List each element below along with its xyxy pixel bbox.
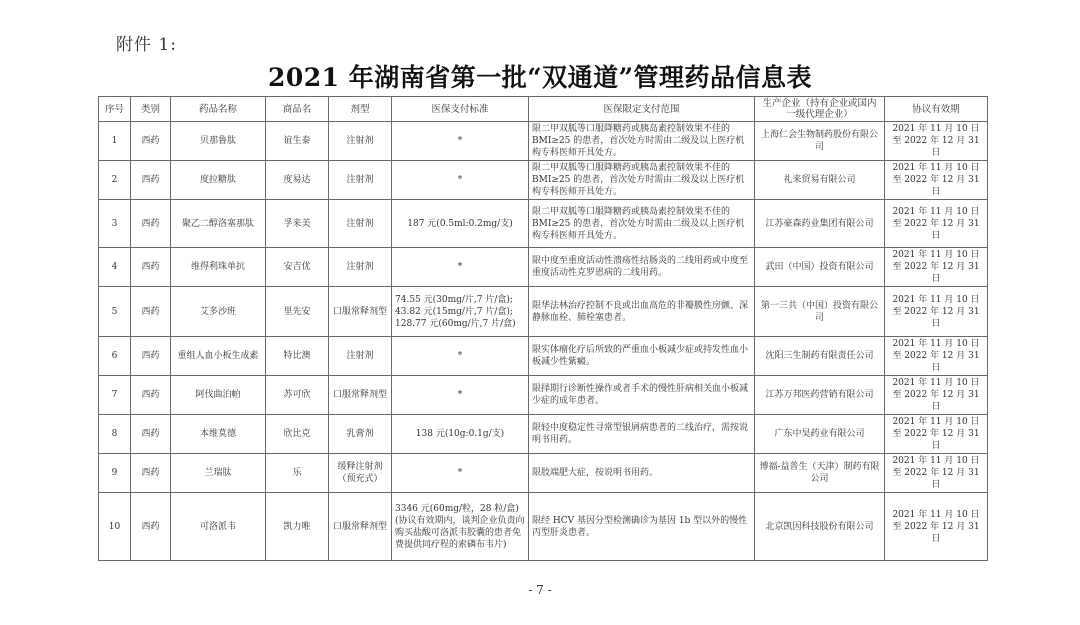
cell-validity: 2021 年 11 月 10 日至 2022 年 12 月 31 日 <box>885 376 988 415</box>
table-row <box>99 454 988 493</box>
cell-category: 西药 <box>131 376 171 415</box>
cell-category: 西药 <box>131 287 171 337</box>
cell-drug-name: 可洛派韦 <box>171 493 266 561</box>
cell-no: 3 <box>99 200 131 248</box>
cell-price: * <box>392 376 529 415</box>
cell-dosage-form: 注射剂 <box>329 200 392 248</box>
cell-drug-name: 本维莫德 <box>171 415 266 454</box>
cell-price: 3346 元(60mg/粒，28 粒/盒)(协议有效期内，谈判企业负责向购买盐酸可洛派韦胶囊的患者免费提供同疗程的索磷布韦片) <box>392 493 529 561</box>
table-row <box>99 493 988 561</box>
cell-brand-name: 凯力唯 <box>266 493 329 561</box>
cell-drug-name: 聚乙二醇洛塞那肽 <box>171 200 266 248</box>
cell-payment-scope: 限二甲双胍等口服降糖药或胰岛素控制效果不佳的 BMI≥25 的患者，首次处方时需由二级及以上医疗机构专科医师开具处方。 <box>529 161 755 200</box>
header-company: 生产企业（持有企业或国内一级代理企业） <box>755 97 885 122</box>
cell-brand-name: 度易达 <box>266 161 329 200</box>
cell-payment-scope: 限肢端肥大症，按说明书用药。 <box>529 454 755 493</box>
table-row <box>99 376 988 415</box>
table-row <box>99 287 988 337</box>
cell-payment-scope: 限择期行诊断性操作或者手术的慢性肝病相关血小板减少症的成年患者。 <box>529 376 755 415</box>
cell-category: 西药 <box>131 493 171 561</box>
cell-payment-scope: 限实体瘤化疗后所致的严重血小板减少症或持发性血小板减少性紫癜。 <box>529 337 755 376</box>
cell-price: * <box>392 248 529 287</box>
page-number: - 7 - <box>528 583 552 597</box>
cell-no: 4 <box>99 248 131 287</box>
cell-price: 74.55 元(30mg/片,7 片/盒); 43.82 元(15mg/片,7 片/盒); 128.77 元(60mg/片,7 片/盒) <box>392 287 529 337</box>
cell-validity: 2021 年 11 月 10 日至 2022 年 12 月 31 日 <box>885 415 988 454</box>
cell-price: * <box>392 337 529 376</box>
cell-drug-name: 艾多沙班 <box>171 287 266 337</box>
header-price: 医保支付标准 <box>392 97 529 122</box>
header-payment-scope: 医保限定支付范围 <box>529 97 755 122</box>
header-category: 类别 <box>131 97 171 122</box>
cell-validity: 2021 年 11 月 10 日至 2022 年 12 月 31 日 <box>885 287 988 337</box>
cell-no: 2 <box>99 161 131 200</box>
cell-category: 西药 <box>131 415 171 454</box>
cell-payment-scope: 限中度至重度活动性溃疡性结肠炎的二线用药或中度至重度活动性克罗恩病的二线用药。 <box>529 248 755 287</box>
cell-price: 138 元(10g:0.1g/支) <box>392 415 529 454</box>
cell-brand-name: 孚来美 <box>266 200 329 248</box>
cell-drug-name: 重组人血小板生成素 <box>171 337 266 376</box>
header-no: 序号 <box>99 97 131 122</box>
cell-validity: 2021 年 11 月 10 日至 2022 年 12 月 31 日 <box>885 122 988 161</box>
cell-company: 礼来贸易有限公司 <box>755 161 885 200</box>
cell-drug-name: 兰瑞肽 <box>171 454 266 493</box>
cell-price: * <box>392 454 529 493</box>
cell-brand-name: 谊生泰 <box>266 122 329 161</box>
table-row <box>99 415 988 454</box>
cell-price: * <box>392 122 529 161</box>
cell-drug-name: 贝那鲁肽 <box>171 122 266 161</box>
cell-company: 武田（中国）投资有限公司 <box>755 248 885 287</box>
cell-validity: 2021 年 11 月 10 日至 2022 年 12 月 31 日 <box>885 200 988 248</box>
cell-brand-name: 苏可欣 <box>266 376 329 415</box>
cell-no: 9 <box>99 454 131 493</box>
cell-drug-name: 度拉糖肽 <box>171 161 266 200</box>
cell-dosage-form: 口服常释剂型 <box>329 493 392 561</box>
cell-dosage-form: 口服常释剂型 <box>329 287 392 337</box>
header-validity: 协议有效期 <box>885 97 988 122</box>
cell-validity: 2021 年 11 月 10 日至 2022 年 12 月 31 日 <box>885 248 988 287</box>
cell-brand-name: 里先安 <box>266 287 329 337</box>
cell-no: 8 <box>99 415 131 454</box>
cell-no: 5 <box>99 287 131 337</box>
cell-company: 沈阳三生制药有限责任公司 <box>755 337 885 376</box>
cell-dosage-form: 口服常释剂型 <box>329 376 392 415</box>
header-dosage-form: 剂型 <box>329 97 392 122</box>
table-row <box>99 122 988 161</box>
table-row <box>99 161 988 200</box>
cell-category: 西药 <box>131 454 171 493</box>
cell-brand-name: 欣比克 <box>266 415 329 454</box>
cell-payment-scope: 限二甲双胍等口服降糖药或胰岛素控制效果不佳的 BMI≥25 的患者，首次处方时需由二级及以上医疗机构专科医师开具处方。 <box>529 122 755 161</box>
table-row <box>99 200 988 248</box>
attachment-label: 附件 1: <box>116 35 177 55</box>
cell-category: 西药 <box>131 200 171 248</box>
cell-no: 10 <box>99 493 131 561</box>
cell-validity: 2021 年 11 月 10 日至 2022 年 12 月 31 日 <box>885 337 988 376</box>
header-brand-name: 商品名 <box>266 97 329 122</box>
cell-validity: 2021 年 11 月 10 日至 2022 年 12 月 31 日 <box>885 161 988 200</box>
cell-dosage-form: 注射剂 <box>329 337 392 376</box>
cell-company: 上海仁会生物制药股份有限公司 <box>755 122 885 161</box>
document-title: 2021 年湖南省第一批“双通道”管理药品信息表 <box>267 63 813 92</box>
cell-no: 6 <box>99 337 131 376</box>
cell-company: 江苏豪森药业集团有限公司 <box>755 200 885 248</box>
table-row <box>99 337 988 376</box>
table-row <box>99 248 988 287</box>
cell-no: 7 <box>99 376 131 415</box>
cell-company: 博福-益普生（天津）制药有限公司 <box>755 454 885 493</box>
cell-dosage-form: 缓释注射剂（预充式） <box>329 454 392 493</box>
cell-company: 江苏万邦医药营销有限公司 <box>755 376 885 415</box>
cell-drug-name: 阿伐曲泊帕 <box>171 376 266 415</box>
cell-validity: 2021 年 11 月 10 日至 2022 年 12 月 31 日 <box>885 493 988 561</box>
cell-validity: 2021 年 11 月 10 日至 2022 年 12 月 31 日 <box>885 454 988 493</box>
cell-brand-name: 乐 <box>266 454 329 493</box>
cell-category: 西药 <box>131 161 171 200</box>
cell-price: 187 元(0.5ml:0.2mg/支) <box>392 200 529 248</box>
cell-dosage-form: 注射剂 <box>329 161 392 200</box>
cell-price: * <box>392 161 529 200</box>
cell-category: 西药 <box>131 337 171 376</box>
drug-info-table <box>98 96 988 561</box>
cell-drug-name: 维得利珠单抗 <box>171 248 266 287</box>
cell-dosage-form: 注射剂 <box>329 248 392 287</box>
cell-payment-scope: 限二甲双胍等口服降糖药或胰岛素控制效果不佳的 BMI≥25 的患者，首次处方时需由二级及以上医疗机构专科医师开具处方。 <box>529 200 755 248</box>
cell-company: 广东中昊药业有限公司 <box>755 415 885 454</box>
cell-payment-scope: 限经 HCV 基因分型检测确诊为基因 1b 型以外的慢性丙型肝炎患者。 <box>529 493 755 561</box>
cell-payment-scope: 限轻中度稳定性寻常型银屑病患者的二线治疗，需按说明书用药。 <box>529 415 755 454</box>
cell-brand-name: 安吉优 <box>266 248 329 287</box>
cell-dosage-form: 注射剂 <box>329 122 392 161</box>
cell-company: 北京凯因科技股份有限公司 <box>755 493 885 561</box>
cell-payment-scope: 限华法林治疗控制不良或出血高危的非瓣膜性房颤、深静脉血栓、肺栓塞患者。 <box>529 287 755 337</box>
cell-company: 第一三共（中国）投资有限公司 <box>755 287 885 337</box>
table-header-row <box>99 97 988 122</box>
cell-category: 西药 <box>131 122 171 161</box>
cell-category: 西药 <box>131 248 171 287</box>
cell-dosage-form: 乳膏剂 <box>329 415 392 454</box>
cell-no: 1 <box>99 122 131 161</box>
header-drug-name: 药品名称 <box>171 97 266 122</box>
cell-brand-name: 特比澳 <box>266 337 329 376</box>
